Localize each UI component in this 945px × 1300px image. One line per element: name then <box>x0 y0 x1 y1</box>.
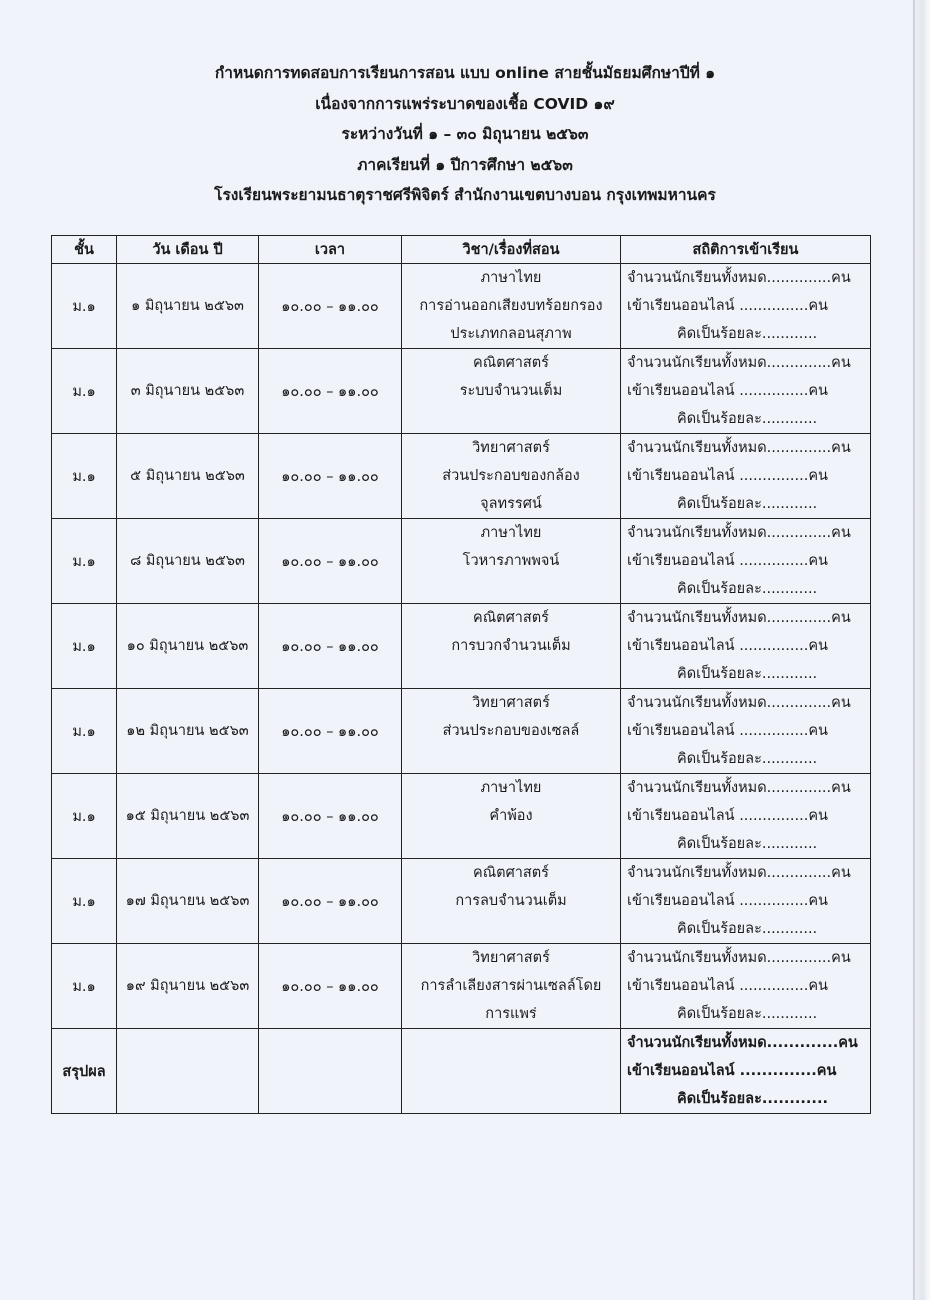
date-cell <box>117 434 259 519</box>
date-text: ๑๐ มิถุนายน ๒๕๖๓ <box>126 638 249 654</box>
stat-percentage: คิดเป็นร้อยละ............ <box>677 496 818 512</box>
grade-text: ม.๑ <box>72 553 96 570</box>
grade-cell <box>52 434 117 519</box>
stats-cell <box>621 434 871 519</box>
header-school: โรงเรียนพระยามนธาตุราชศรีพิจิตร์ สำนักงานเขตบางบอน กรุงเทพมหานคร <box>214 186 716 204</box>
subject-cell <box>402 859 621 944</box>
stat-percentage: คิดเป็นร้อยละ............ <box>677 751 818 767</box>
time-cell <box>259 689 402 774</box>
grade-text: ม.๑ <box>72 893 96 910</box>
time-cell <box>259 859 402 944</box>
stats-cell <box>621 349 871 434</box>
subject-cell <box>402 689 621 774</box>
time-text: ๑๐.๐๐ – ๑๑.๐๐ <box>281 383 379 400</box>
date-cell <box>117 519 259 604</box>
summary-stats-cell <box>621 1029 871 1114</box>
stat-online-attendance: เข้าเรียนออนไลน์ ...............คน <box>627 978 828 994</box>
time-cell <box>259 774 402 859</box>
stat-percentage: คิดเป็นร้อยละ............ <box>677 1006 818 1022</box>
date-text: ๘ มิถุนายน ๒๕๖๓ <box>130 553 245 569</box>
table-row <box>52 689 871 774</box>
grade-text: ม.๑ <box>72 978 96 995</box>
stat-percentage: คิดเป็นร้อยละ............ <box>677 836 818 852</box>
date-text: ๑๗ มิถุนายน ๒๕๖๓ <box>125 893 250 909</box>
table-header-row <box>52 236 871 264</box>
stat-percentage: คิดเป็นร้อยละ............ <box>677 581 818 597</box>
grade-text: ม.๑ <box>72 298 96 315</box>
grade-cell <box>52 944 117 1029</box>
grade-cell <box>52 689 117 774</box>
time-text: ๑๐.๐๐ – ๑๑.๐๐ <box>281 808 379 825</box>
summary-empty-time <box>259 1029 402 1114</box>
col-header-subject: วิชา/เรื่องที่สอน <box>402 236 621 264</box>
summary-empty-subject <box>402 1029 621 1114</box>
date-text: ๑ มิถุนายน ๒๕๖๓ <box>131 298 244 314</box>
stat-online-attendance: เข้าเรียนออนไลน์ ...............คน <box>627 723 828 739</box>
table-row <box>52 774 871 859</box>
stats-cell <box>621 774 871 859</box>
subject-topic-cont: จุลทรรศน์ <box>480 496 542 512</box>
table-row <box>52 264 871 349</box>
stat-online-attendance: เข้าเรียนออนไลน์ ...............คน <box>627 808 828 824</box>
time-text: ๑๐.๐๐ – ๑๑.๐๐ <box>281 723 379 740</box>
date-cell <box>117 264 259 349</box>
header-semester: ภาคเรียนที่ ๑ ปีการศึกษา ๒๕๖๓ <box>357 155 573 174</box>
date-cell <box>117 944 259 1029</box>
stat-total-students: จำนวนนักเรียนทั้งหมด..............คน <box>627 865 851 881</box>
stat-online-attendance: เข้าเรียนออนไลน์ ...............คน <box>627 383 828 399</box>
grade-cell <box>52 774 117 859</box>
grade-cell <box>52 604 117 689</box>
header-reason: เนื่องจากการแพร่ระบาดของเชื้อ COVID ๑๙ <box>315 94 615 113</box>
stat-total-students: จำนวนนักเรียนทั้งหมด..............คน <box>627 355 851 371</box>
col-header-stats: สถิติการเข้าเรียน <box>621 236 871 264</box>
subject-cell <box>402 264 621 349</box>
stat-online-attendance: เข้าเรียนออนไลน์ ...............คน <box>627 298 828 314</box>
subject-name: ภาษาไทย <box>480 525 542 541</box>
time-cell <box>259 519 402 604</box>
summary-label: สรุปผล <box>62 1063 106 1080</box>
subject-name: วิทยาศาสตร์ <box>472 440 550 456</box>
col-header-date: วัน เดือน ปี <box>117 236 259 264</box>
stat-online-attendance: เข้าเรียนออนไลน์ ...............คน <box>627 893 828 909</box>
subject-name: คณิตศาสตร์ <box>473 610 549 626</box>
subject-topic-cont: การแพร่ <box>485 1006 537 1022</box>
date-cell <box>117 349 259 434</box>
stat-total-students: จำนวนนักเรียนทั้งหมด..............คน <box>627 440 851 456</box>
table-row <box>52 434 871 519</box>
time-cell <box>259 604 402 689</box>
subject-cell <box>402 349 621 434</box>
date-text: ๑๒ มิถุนายน ๒๕๖๓ <box>126 723 249 739</box>
stat-percentage: คิดเป็นร้อยละ............ <box>677 666 818 682</box>
subject-topic: การอ่านออกเสียงบทร้อยกรอง <box>419 298 603 314</box>
date-cell <box>117 689 259 774</box>
stats-cell <box>621 859 871 944</box>
grade-text: ม.๑ <box>72 468 96 485</box>
stats-cell <box>621 944 871 1029</box>
grade-text: ม.๑ <box>72 638 96 655</box>
subject-topic: การลำเลียงสารผ่านเซลล์โดย <box>420 978 602 994</box>
subject-topic: ส่วนประกอบของเซลล์ <box>442 723 580 739</box>
summary-label-cell <box>52 1029 117 1114</box>
subject-topic: ส่วนประกอบของกล้อง <box>442 468 580 484</box>
time-cell <box>259 434 402 519</box>
summary-online-attendance: เข้าเรียนออนไลน์ ..............คน <box>627 1063 837 1079</box>
stat-online-attendance: เข้าเรียนออนไลน์ ...............คน <box>627 468 828 484</box>
grade-cell <box>52 349 117 434</box>
date-text: ๓ มิถุนายน ๒๕๖๓ <box>130 383 245 399</box>
subject-topic: คำพ้อง <box>489 808 533 824</box>
stat-online-attendance: เข้าเรียนออนไลน์ ...............คน <box>627 638 828 654</box>
stat-percentage: คิดเป็นร้อยละ............ <box>677 326 818 342</box>
stat-total-students: จำนวนนักเรียนทั้งหมด..............คน <box>627 950 851 966</box>
scan-fold-line <box>913 0 915 1300</box>
subject-name: วิทยาศาสตร์ <box>472 695 550 711</box>
header-title: กำหนดการทดสอบการเรียนการสอน แบบ online สายชั้นมัธยมศึกษาปีที่ ๑ <box>214 64 716 82</box>
col-header-time: เวลา <box>259 236 402 264</box>
date-cell <box>117 774 259 859</box>
subject-topic: โวหารภาพพจน์ <box>462 553 560 569</box>
subject-topic-cont: ประเภทกลอนสุภาพ <box>450 326 572 342</box>
subject-name: คณิตศาสตร์ <box>473 355 549 371</box>
schedule-table <box>51 235 871 1114</box>
time-cell <box>259 349 402 434</box>
time-text: ๑๐.๐๐ – ๑๑.๐๐ <box>281 553 379 570</box>
subject-name: ภาษาไทย <box>480 270 542 286</box>
stats-cell <box>621 519 871 604</box>
summary-total-students: จำนวนนักเรียนทั้งหมด.............คน <box>627 1035 858 1051</box>
table-row <box>52 944 871 1029</box>
subject-cell <box>402 604 621 689</box>
stat-total-students: จำนวนนักเรียนทั้งหมด..............คน <box>627 270 851 286</box>
summary-row <box>52 1029 871 1114</box>
subject-cell <box>402 774 621 859</box>
document-header <box>60 58 870 211</box>
subject-topic: การบวกจำนวนเต็ม <box>451 638 571 654</box>
stat-total-students: จำนวนนักเรียนทั้งหมด..............คน <box>627 525 851 541</box>
table-row <box>52 349 871 434</box>
subject-name: คณิตศาสตร์ <box>473 865 549 881</box>
date-cell <box>117 859 259 944</box>
subject-cell <box>402 519 621 604</box>
stat-total-students: จำนวนนักเรียนทั้งหมด..............คน <box>627 780 851 796</box>
time-text: ๑๐.๐๐ – ๑๑.๐๐ <box>281 638 379 655</box>
stat-percentage: คิดเป็นร้อยละ............ <box>677 411 818 427</box>
subject-topic: ระบบจำนวนเต็ม <box>459 383 563 399</box>
time-cell <box>259 264 402 349</box>
subject-name: วิทยาศาสตร์ <box>472 950 550 966</box>
stat-online-attendance: เข้าเรียนออนไลน์ ...............คน <box>627 553 828 569</box>
subject-topic: การลบจำนวนเต็ม <box>455 893 567 909</box>
subject-name: ภาษาไทย <box>480 780 542 796</box>
stats-cell <box>621 264 871 349</box>
stat-total-students: จำนวนนักเรียนทั้งหมด..............คน <box>627 695 851 711</box>
date-cell <box>117 604 259 689</box>
subject-cell <box>402 434 621 519</box>
date-text: ๑๙ มิถุนายน ๒๕๖๓ <box>125 978 250 994</box>
subject-cell <box>402 944 621 1029</box>
grade-text: ม.๑ <box>72 808 96 825</box>
summary-percentage: คิดเป็นร้อยละ............ <box>677 1091 828 1107</box>
table-row <box>52 519 871 604</box>
grade-cell <box>52 264 117 349</box>
grade-cell <box>52 519 117 604</box>
date-text: ๑๕ มิถุนายน ๒๕๖๓ <box>125 808 250 824</box>
scan-edge <box>911 0 945 1300</box>
stats-cell <box>621 604 871 689</box>
table-row <box>52 604 871 689</box>
stat-percentage: คิดเป็นร้อยละ............ <box>677 921 818 937</box>
time-text: ๑๐.๐๐ – ๑๑.๐๐ <box>281 468 379 485</box>
grade-cell <box>52 859 117 944</box>
time-text: ๑๐.๐๐ – ๑๑.๐๐ <box>281 978 379 995</box>
table-row <box>52 859 871 944</box>
time-text: ๑๐.๐๐ – ๑๑.๐๐ <box>281 298 379 315</box>
grade-text: ม.๑ <box>72 383 96 400</box>
time-cell <box>259 944 402 1029</box>
grade-text: ม.๑ <box>72 723 96 740</box>
col-header-grade: ชั้น <box>52 236 117 264</box>
summary-empty-date <box>117 1029 259 1114</box>
stat-total-students: จำนวนนักเรียนทั้งหมด..............คน <box>627 610 851 626</box>
date-text: ๕ มิถุนายน ๒๕๖๓ <box>130 468 245 484</box>
time-text: ๑๐.๐๐ – ๑๑.๐๐ <box>281 893 379 910</box>
stats-cell <box>621 689 871 774</box>
header-period: ระหว่างวันที่ ๑ – ๓๐ มิถุนายน ๒๕๖๓ <box>341 125 589 143</box>
